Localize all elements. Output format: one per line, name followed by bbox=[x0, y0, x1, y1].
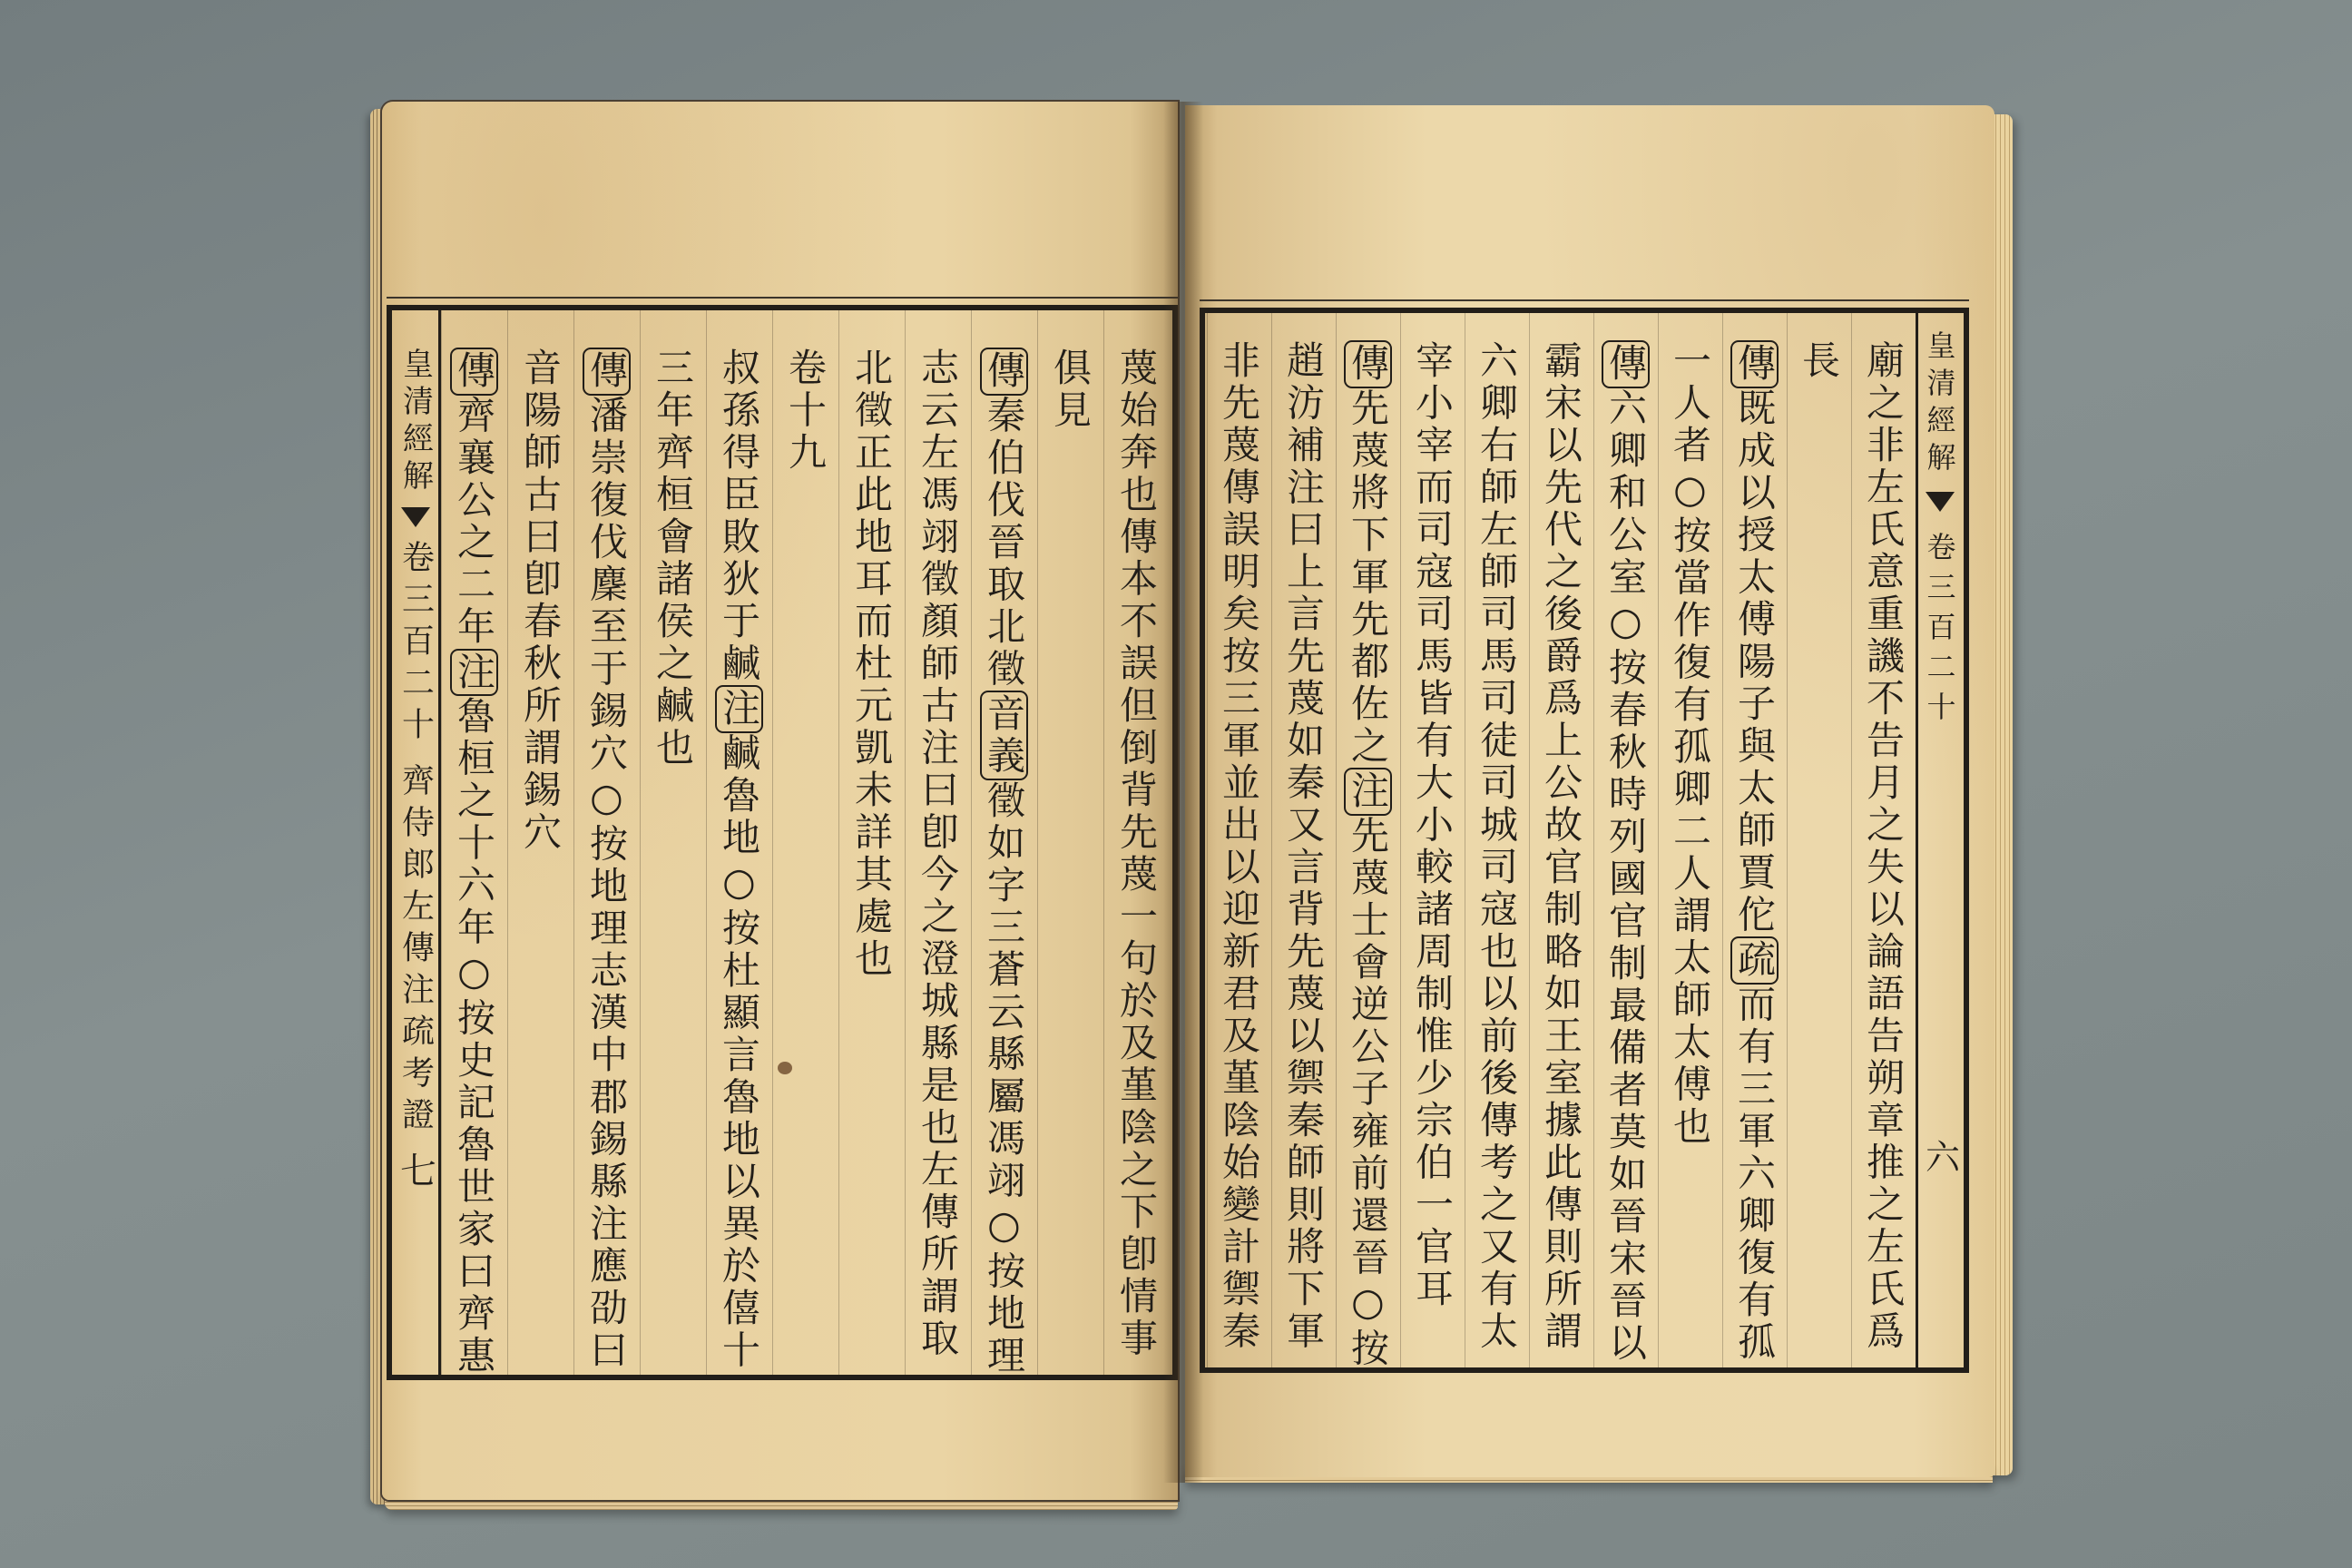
text-run: 音陽師古曰卽春秋所謂錫穴 bbox=[518, 348, 563, 854]
text-run: 秦伯伐晉取北徵 bbox=[982, 395, 1026, 691]
frame-top-rule bbox=[387, 297, 1178, 299]
text-run: 齊襄公之二年 bbox=[452, 395, 496, 649]
text-run: 霸宋以先代之後爵爲上公故官制略如王室據此傳則所謂 bbox=[1539, 340, 1583, 1353]
margin-volume: 卷三百二十 bbox=[1922, 532, 1957, 731]
left-page-text-column bbox=[441, 310, 507, 1375]
margin-volume: 卷三百二十 bbox=[397, 540, 435, 749]
boxed-marker: 傳 bbox=[583, 348, 631, 396]
boxed-marker: 傳 bbox=[980, 348, 1028, 396]
boxed-marker: 注 bbox=[450, 649, 498, 697]
left-page-text-column bbox=[706, 310, 772, 1375]
right-page-center-margin bbox=[1916, 313, 1961, 1367]
text-run: 三年齊桓會諸侯之鹹也 bbox=[651, 348, 695, 769]
left-page-text-column bbox=[838, 310, 905, 1375]
text-run: 六卿右師左師司馬司徒司城司寇也以前後傳考之又有太 bbox=[1475, 340, 1519, 1353]
right-page-text-column bbox=[1529, 313, 1593, 1367]
text-run: 廟之非左氏意重譏不告月之失以論語告朔章推之左氏爲 bbox=[1861, 340, 1906, 1353]
left-page-text-column bbox=[971, 310, 1037, 1375]
left-page-text-block bbox=[441, 310, 1170, 1375]
right-page-text-column bbox=[1851, 313, 1916, 1367]
right-page-text-column bbox=[1271, 313, 1336, 1367]
text-run: 叔孫得臣敗狄于鹹 bbox=[717, 348, 761, 685]
text-run: 先蔑將下軍先都佐之 bbox=[1346, 387, 1390, 768]
text-run: 潘崇復伐麇至于錫穴○按地理志漢中郡錫縣注應劭曰 bbox=[584, 395, 629, 1372]
text-run: 一人者○按當作復有孤卿二人謂太師太傅也 bbox=[1668, 340, 1712, 1149]
text-run: 既成以授太傅陽子與太師賈佗 bbox=[1732, 387, 1777, 936]
margin-book-title: 齊侍郎左傳注疏考證 bbox=[397, 763, 435, 1139]
text-run: 魯桓之十六年○按史記魯世家曰齊惠 bbox=[452, 696, 496, 1377]
boxed-marker: 注 bbox=[715, 685, 763, 733]
boxed-marker: 傳 bbox=[1344, 340, 1392, 388]
fishtail-mark-icon bbox=[1926, 492, 1955, 512]
page-number: 六 bbox=[1919, 1139, 1960, 1173]
text-run: 俱見 bbox=[1048, 348, 1093, 432]
text-run: 北徵正此地耳而杜元凱未詳其處也 bbox=[849, 348, 894, 981]
frame-top-rule bbox=[1200, 299, 1969, 301]
boxed-marker: 音義 bbox=[980, 691, 1028, 780]
boxed-marker: 疏 bbox=[1730, 936, 1779, 985]
text-run: 非先蔑傳誤明矣按三軍並出以迎新君及堇陰始變計禦秦 bbox=[1217, 340, 1261, 1353]
left-page-printed-frame bbox=[387, 305, 1178, 1380]
right-page bbox=[1185, 105, 1994, 1477]
book-gutter-shadow bbox=[1163, 102, 1203, 1483]
left-page-text-column bbox=[772, 310, 838, 1375]
left-page-text-column bbox=[640, 310, 706, 1375]
text-run: 志云左馮翊徵顏師古注曰卽今之澄城縣是也左傳所謂取 bbox=[916, 348, 960, 1360]
margin-series-title: 皇清經解 bbox=[1922, 330, 1957, 479]
text-run: 蔑始奔也傳本不誤但倒背先蔑一句於及堇陰之下卽情事 bbox=[1114, 348, 1159, 1360]
text-run: 卷十九 bbox=[783, 348, 828, 475]
left-page-text-column bbox=[1103, 310, 1170, 1375]
text-run: 趙汸補注曰上言先蔑如秦又言背先蔑以禦秦師則將下軍 bbox=[1281, 340, 1326, 1353]
text-run: 徵如字三蒼云縣屬馮翊○按地理 bbox=[982, 780, 1026, 1377]
right-page-text-column bbox=[1400, 313, 1465, 1367]
boxed-marker: 傳 bbox=[1602, 340, 1650, 388]
right-page-text-column bbox=[1787, 313, 1851, 1367]
text-run: 先蔑士會逆公子雍前還晉○按 bbox=[1346, 815, 1390, 1370]
left-page-center-margin bbox=[392, 310, 441, 1375]
boxed-marker: 傳 bbox=[450, 348, 498, 396]
margin-series-title: 皇清經解 bbox=[397, 348, 434, 496]
right-page-text-column bbox=[1207, 313, 1271, 1367]
right-page-text-column bbox=[1658, 313, 1722, 1367]
left-page-text-column bbox=[1037, 310, 1103, 1375]
left-page-text-column bbox=[905, 310, 971, 1375]
right-page-text-column bbox=[1593, 313, 1658, 1367]
text-run: 鹹魯地○按杜顯言魯地以異於僖十 bbox=[717, 732, 761, 1372]
fishtail-mark-icon bbox=[401, 507, 430, 527]
right-page-text-column bbox=[1465, 313, 1529, 1367]
right-page-text-column bbox=[1722, 313, 1787, 1367]
paper-stain bbox=[778, 1062, 792, 1074]
right-page-text-block bbox=[1205, 313, 1916, 1370]
right-page-text-column bbox=[1336, 313, 1400, 1370]
right-page-printed-frame bbox=[1200, 308, 1969, 1373]
text-run: 而有三軍六卿復有孤 bbox=[1732, 984, 1777, 1364]
boxed-marker: 注 bbox=[1344, 768, 1392, 816]
left-page-text-column bbox=[507, 310, 573, 1375]
text-run: 長 bbox=[1797, 340, 1841, 383]
text-run: 宰小宰而司寇司馬皆有大小較諸周制惟少宗伯一官耳 bbox=[1410, 340, 1455, 1311]
left-page-text-column bbox=[573, 310, 640, 1375]
left-page bbox=[382, 102, 1178, 1500]
text-run: 六卿和公室○按春秋時列國官制最備者莫如晉宋晉以 bbox=[1603, 387, 1648, 1365]
page-number: 七 bbox=[394, 1152, 436, 1188]
boxed-marker: 傳 bbox=[1730, 340, 1779, 388]
